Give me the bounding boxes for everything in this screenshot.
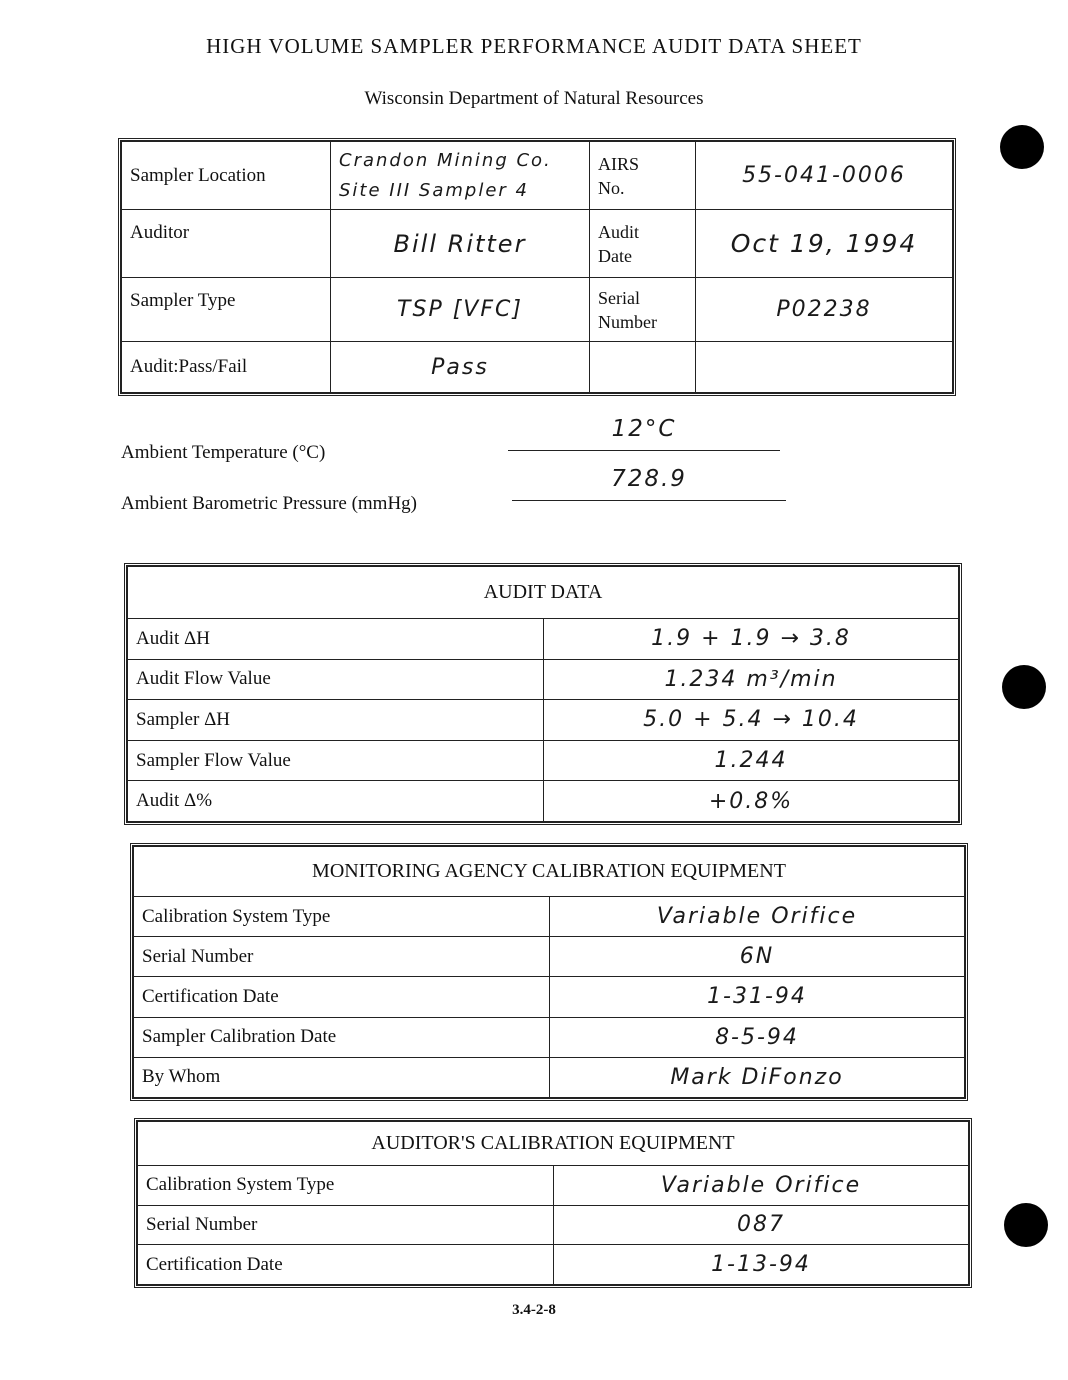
auditor-value: Bill Ritter: [331, 210, 590, 278]
ambient-temperature-value: 12°C: [508, 416, 780, 451]
agency-calibration-value: 8-5-94: [550, 1017, 965, 1057]
audit-data-value: 1.234 m³/min: [544, 659, 959, 700]
agency-calibration-value: 6N: [550, 937, 965, 977]
airs-number-value: 55-041-0006: [696, 142, 953, 210]
sampler-type-label: Sampler Type: [122, 278, 331, 342]
audit-data-label: Audit Flow Value: [128, 659, 544, 700]
sampler-info-table: [118, 138, 956, 396]
sampler-location-line-1: Crandon Mining Co.: [339, 149, 552, 171]
agency-calibration-label: By Whom: [134, 1057, 550, 1097]
agency-calibration-value: Mark DiFonzo: [550, 1057, 965, 1097]
audit-data-label: Sampler Flow Value: [128, 740, 544, 781]
empty-cell: [590, 342, 696, 393]
sampler-location-line-2: Site III Sampler 4: [339, 179, 529, 201]
ambient-pressure-value: 728.9: [512, 466, 786, 501]
ambient-pressure-label: Ambient Barometric Pressure (mmHg): [121, 493, 418, 514]
page-title: HIGH VOLUME SAMPLER PERFORMANCE AUDIT DATA SHEET: [206, 34, 862, 58]
airs-label-line-1: AIRS: [598, 153, 640, 174]
airs-label-line-2: No.: [598, 177, 625, 198]
audit-data-label: Sampler ΔH: [128, 700, 544, 741]
serial-label-line-2: Number: [598, 311, 657, 332]
empty-cell: [696, 342, 953, 393]
auditor-calibration-table: [134, 1118, 972, 1288]
ambient-temperature-label: Ambient Temperature (°C): [121, 442, 326, 463]
pass-fail-value: Pass: [331, 342, 590, 393]
punch-hole-top: [1000, 125, 1044, 169]
audit-data-value: 1.9 + 1.9 → 3.8: [544, 619, 959, 660]
sampler-location-value: [331, 142, 590, 210]
sampler-location-label: Sampler Location: [122, 142, 331, 210]
audit-data-label: Audit ΔH: [128, 619, 544, 660]
audit-data-heading: AUDIT DATA: [128, 567, 959, 619]
auditor-calibration-value: 1-13-94: [554, 1245, 969, 1285]
audit-data-value: 1.244: [544, 740, 959, 781]
punch-hole-bottom: [1004, 1203, 1048, 1247]
audit-date-label-line-2: Date: [598, 245, 632, 266]
audit-data-label: Audit Δ%: [128, 781, 544, 822]
page-number: 3.4-2-8: [512, 1302, 556, 1318]
agency-calibration-value: 1-31-94: [550, 977, 965, 1017]
agency-calibration-label: Sampler Calibration Date: [134, 1017, 550, 1057]
audit-data-table: [124, 563, 962, 825]
serial-number-value: P02238: [696, 278, 953, 342]
punch-hole-middle: [1002, 665, 1046, 709]
auditor-calibration-value: 087: [554, 1205, 969, 1245]
auditor-calibration-value: Variable Orifice: [554, 1166, 969, 1206]
agency-calibration-label: Certification Date: [134, 977, 550, 1017]
audit-date-label: [590, 210, 696, 278]
serial-number-label: [590, 278, 696, 342]
agency-calibration-value: Variable Orifice: [550, 897, 965, 937]
audit-data-value: +0.8%: [544, 781, 959, 822]
agency-calibration-label: Calibration System Type: [134, 897, 550, 937]
auditor-calibration-label: Calibration System Type: [138, 1166, 554, 1206]
airs-label: [590, 142, 696, 210]
auditor-calibration-label: Certification Date: [138, 1245, 554, 1285]
audit-date-value: Oct 19, 1994: [696, 210, 953, 278]
auditor-calibration-heading: AUDITOR'S CALIBRATION EQUIPMENT: [138, 1122, 969, 1166]
sampler-type-value: TSP [VFC]: [331, 278, 590, 342]
agency-calibration-heading: MONITORING AGENCY CALIBRATION EQUIPMENT: [134, 847, 965, 897]
agency-calibration-table: [130, 843, 968, 1101]
agency-calibration-label: Serial Number: [134, 937, 550, 977]
auditor-label: Auditor: [122, 210, 331, 278]
audit-data-value: 5.0 + 5.4 → 10.4: [544, 700, 959, 741]
page-subtitle: Wisconsin Department of Natural Resources: [364, 88, 704, 109]
audit-date-label-line-1: Audit: [598, 221, 640, 242]
auditor-calibration-label: Serial Number: [138, 1205, 554, 1245]
pass-fail-label: Audit:Pass/Fail: [122, 342, 331, 393]
serial-label-line-1: Serial: [598, 287, 640, 308]
